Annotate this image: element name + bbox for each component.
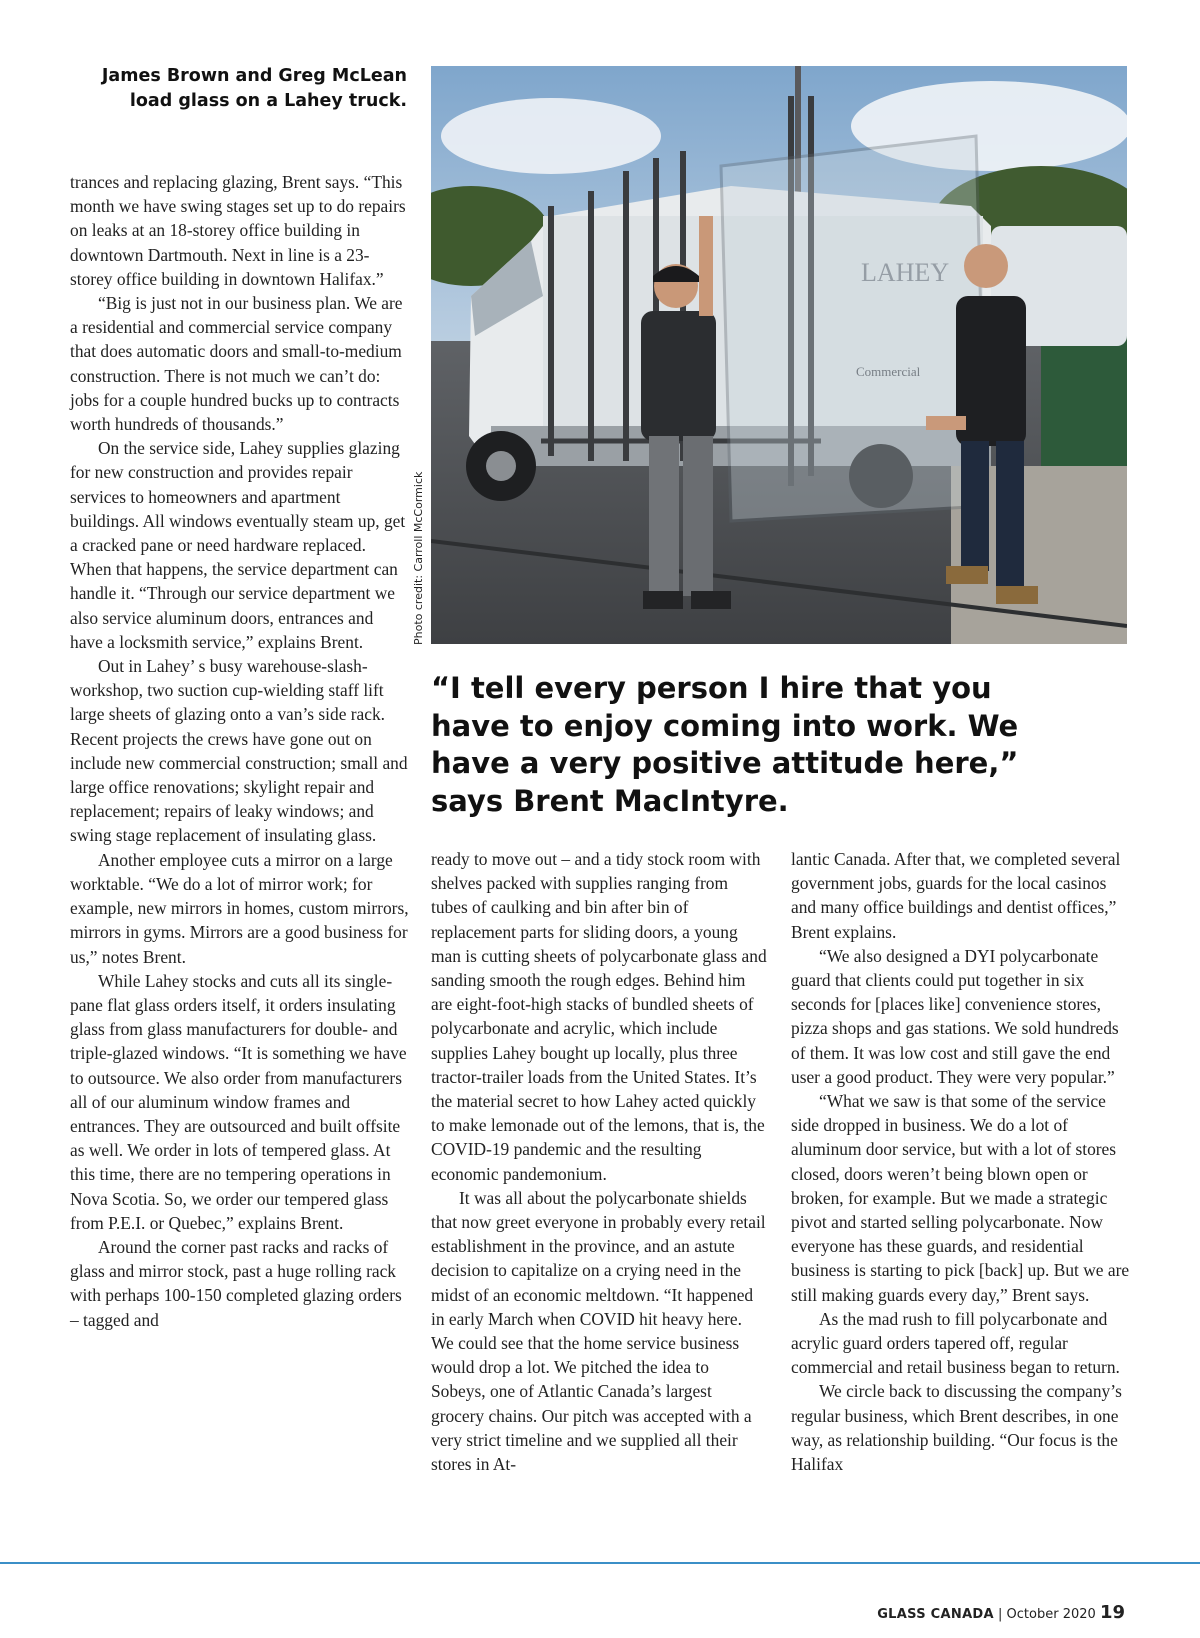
article-paragraph: ready to move out – and a tidy stock room with shelves packed with supplies ranging from tubes of caulking and bin after bin of replacement parts for sliding doors, a young man is cutting sheets of polycarbonate glass and sanding smooth the rough edges. Behind him are eight-foot-high stacks of bundled sheets of polycarbonate and acrylic, which include supplies Lahey bought up locally, plus three tractor-trailer loads from the United States. It’s the material secret to how Lahey acted quickly to make lemonade out of the lemons, that is, the COVID-19 pandemic and the resulting economic pandemonium. (431, 849, 767, 1184)
article-paragraph: Another employee cuts a mirror on a large worktable. “We do a lot of mirror work; for example, new mirrors in homes, custom mirrors, mirrors in gyms. Mirrors are a good business for us,” notes Brent. (70, 849, 409, 967)
pull-quote-line: have to enjoy coming into work. We (431, 708, 1019, 743)
article-paragraph: While Lahey stocks and cuts all its single-pane flat glass orders itself, it orders insulating glass from glass manufacturers for double- and triple-glazed windows. “It is something we have to outsource. We also order from manufacturers all of our aluminum window frames and entrances. They are outsourced and built offsite as well. We order in lots of tempered glass. At this time, there are no tempering operations in Nova Scotia. So, we order our tempered glass from P.E.I. or Quebec,” explains Brent. (70, 970, 407, 1233)
glass-pane (721, 136, 986, 521)
van-brand: LAHEY (861, 258, 950, 287)
issue-date: October 2020 (1006, 1607, 1096, 1622)
article-paragraph: trances and replacing glazing, Brent says. “This month we have swing stages set up to do repairs on leaks at an 18-storey office building in downtown Dartmouth. Next in line is a 23-storey office building in downtown Halifax.” (70, 172, 406, 289)
article-paragraph: On the service side, Lahey supplies glazing for new construction and provides repair services to homeowners and apartment buildings. All windows eventually steam up, get a cracked pane or need hardware replaced. When that happens, the service department can handle it. “Through our service department we also service aluminum doors, entrances and have a locksmith service,” explains Brent. (70, 438, 406, 652)
article-paragraph: “We also designed a DYI polycarbonate guard that clients could put together in six seconds for [places like] convenience stores, pizza shops and gas stations. We sold hundreds of them. It was low cost and still gave the end user a good product. They were very popular.” (791, 945, 1119, 1087)
article-paragraph: “What we saw is that some of the service side dropped in business. We do a lot of aluminum door service, but with a lot of stores closed, doors weren’t being blown open or broken, for example. But we made a strategic pivot and started selling polycarbonate. Now everyone has these guards, and residential business is starting to pick [back] up. But we are still making guards every day,” Brent says. (791, 1091, 1130, 1305)
magazine-name: GLASS CANADA (877, 1607, 994, 1622)
article-column-2 (431, 847, 767, 1476)
photo-caption-line: James Brown and Greg McLean (101, 66, 407, 86)
article-paragraph: We circle back to discussing the company’s regular business, which Brent describes, in one way, as relationship building. “Our focus is the Halifax (791, 1381, 1122, 1475)
article-paragraph: Out in Lahey’ s busy warehouse-slash-workshop, two suction cup-wielding staff lift large sheets of glazing onto a van’s side rack. Recent projects the crews have gone out on include new commercial construction; small and large office renovations; skylight repair and replacement; repairs of leaky windows; and swing stage replacement of insulating glass. (70, 656, 408, 846)
article-paragraph: “Big is just not in our business plan. We are a residential and commercial service company that does automatic doors and small-to-medium construction. There is not much we can’t do: jobs for a couple hundred bucks up to contracts worth hundreds of thousands.” (70, 293, 403, 435)
footer-separator: | (993, 1607, 1007, 1622)
article-photo (431, 66, 1127, 644)
page-footer (877, 1602, 1125, 1623)
van-panel-text: Commercial (856, 364, 921, 379)
photo-caption (70, 64, 407, 114)
article-paragraph: Around the corner past racks and racks of glass and mirror stock, past a huge rolling rack with perhaps 100-150 completed glazing orders – tagged and (70, 1236, 402, 1330)
photo-credit: Photo credit: Carroll McCormick (412, 471, 425, 645)
footer-rule (0, 1562, 1200, 1564)
page-number: 19 (1099, 1602, 1125, 1623)
photo-illustration (431, 66, 1127, 644)
pull-quote-line: “I tell every person I hire that you (431, 671, 992, 705)
article-column-1 (70, 170, 410, 1332)
article-paragraph: It was all about the polycarbonate shields that now greet everyone in probably every retail establishment in the province, and an astute decision to capitalize on a crying need in the midst of an economic meltdown. “It happened in early March when COVID hit heavy here. We could see that the home service business would drop a lot. We pitched the idea to Sobeys, one of Atlantic Canada’s largest grocery chains. Our pitch was accepted with a very strict timeline and we supplied all their stores in At- (431, 1187, 766, 1475)
article-paragraph: As the mad rush to fill polycarbonate and acrylic guard orders tapered off, regular commercial and retail business began to return. (791, 1308, 1120, 1378)
article-paragraph: lantic Canada. After that, we completed several government jobs, guards for the local casinos and many office buildings and dentist offices,” Brent explains. (791, 849, 1121, 942)
photo-caption-line: load glass on a Lahey truck. (129, 91, 407, 111)
pull-quote-line: says Brent MacIntyre. (431, 783, 789, 818)
pull-quote-line: have a very positive attitude here,” (431, 746, 1019, 780)
pull-quote (431, 670, 1071, 820)
article-column-3 (791, 847, 1131, 1476)
